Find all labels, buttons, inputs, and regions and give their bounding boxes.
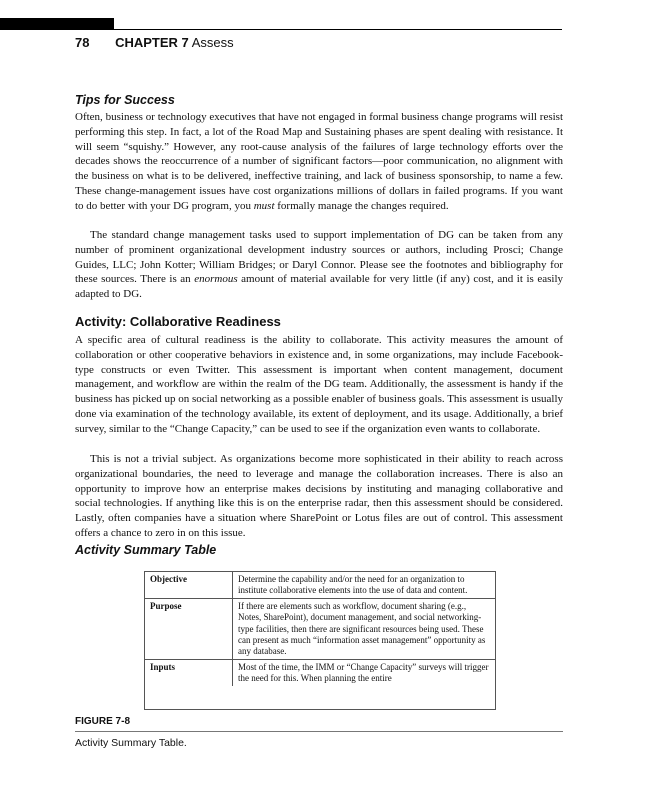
row-value: Determine the capability and/or the need for an organization to institute collaborative elements into the use of data and content. <box>233 572 496 598</box>
figure-caption: Activity Summary Table. <box>75 737 187 749</box>
table-row <box>145 598 495 659</box>
row-key: Purpose <box>145 598 233 659</box>
paragraph-activity-1: A specific area of cultural readiness is the ability to collaborate. This activity measures the amount of collaboration or other cooperative behaviors in existence and, in some organizations, may include Facebook-type constructs or even Twitter. This assessment is important when content management, document management, and workflow are within the realm of the DG team. Additionally, the assessment is handy if the business has picked up on social networking as a possible enabler of business goals. This assessment is usually done via examination of the technology available, its extent of deployment, and its usage. Additionally, a brief survey, similar to the “Change Capacity,” can be used to see if the organization even wants to collaborate. <box>75 334 564 435</box>
table-row <box>145 572 495 598</box>
top-rule <box>0 29 562 30</box>
paragraph-tips-2: The standard change management tasks used to support implementation of DG can be taken from any number of prominent organizational development industry sources or authors, including Prosci; Change Guides, LLC; John Kotter; William Bridges; or Daryl Connor. Please see the footnotes and bibliography for these sources. There is an enormous amount of material available for very little (if any) cost, and it is easily adapted to DG. <box>75 229 563 301</box>
row-value: If there are elements such as workflow, document sharing (e.g., Notes, SharePoint), document management, and social networking-type facilities, then there are significant resources being used. These can present as much “information asset management” opportunity as any database. <box>233 598 496 659</box>
page-number: 78 <box>75 35 90 50</box>
heading-collaborative-readiness: Activity: Collaborative Readiness <box>75 314 281 329</box>
paragraph-activity-2: This is not a trivial subject. As organizations become more sophisticated in their ability to reach across organizational boundaries, the need to leverage and manage the collaboration increases. There is also an opportunity to improve how an enterprise makes decisions by instituting and managing collaborative and social technologies. If anything like this is on the enterprise radar, then this assessment should be considered. Lastly, often companies have a situation where SharePoint or Lotus files are out of control. This assessment offers a chance to zero in on this issue. <box>75 453 563 539</box>
figure-label: FIGURE 7-8 <box>75 716 131 727</box>
activity-summary-table <box>144 571 496 710</box>
emphasis-must: must <box>253 199 275 212</box>
table-row <box>145 659 495 685</box>
emphasis-enormous: enormous <box>194 273 238 286</box>
row-key: Objective <box>145 572 233 598</box>
running-header <box>75 35 234 50</box>
paragraph-tips-1: Often, business or technology executives that have not engaged in formal business change programs will resist performing this step. In fact, a lot of the Road Map and Sustaining phases are spent dealing with resistance. It will seem “squishy.” However, any root-cause analysis of the failures of large technology efforts over the decades shows the reoccurrence of a number of significant factors—poor communication, no alignment with the business on what is to be delivered, ineffective training, and lack of business sponsorship, to name a few. These change-management issues have cost organizations millions of dollars in failed programs. If you want to do better with your DG program, you must formally manage the changes required. <box>75 111 563 212</box>
chapter-title: Assess <box>191 35 234 50</box>
heading-activity-summary-table: Activity Summary Table <box>75 543 217 557</box>
row-key: Inputs <box>145 659 233 685</box>
heading-tips-for-success: Tips for Success <box>75 93 175 107</box>
row-value: Most of the time, the IMM or “Change Capacity” surveys will trigger the need for this. When planning the entire <box>238 661 489 684</box>
figure-rule <box>75 731 563 732</box>
chapter-label: CHAPTER 7 <box>115 35 189 50</box>
